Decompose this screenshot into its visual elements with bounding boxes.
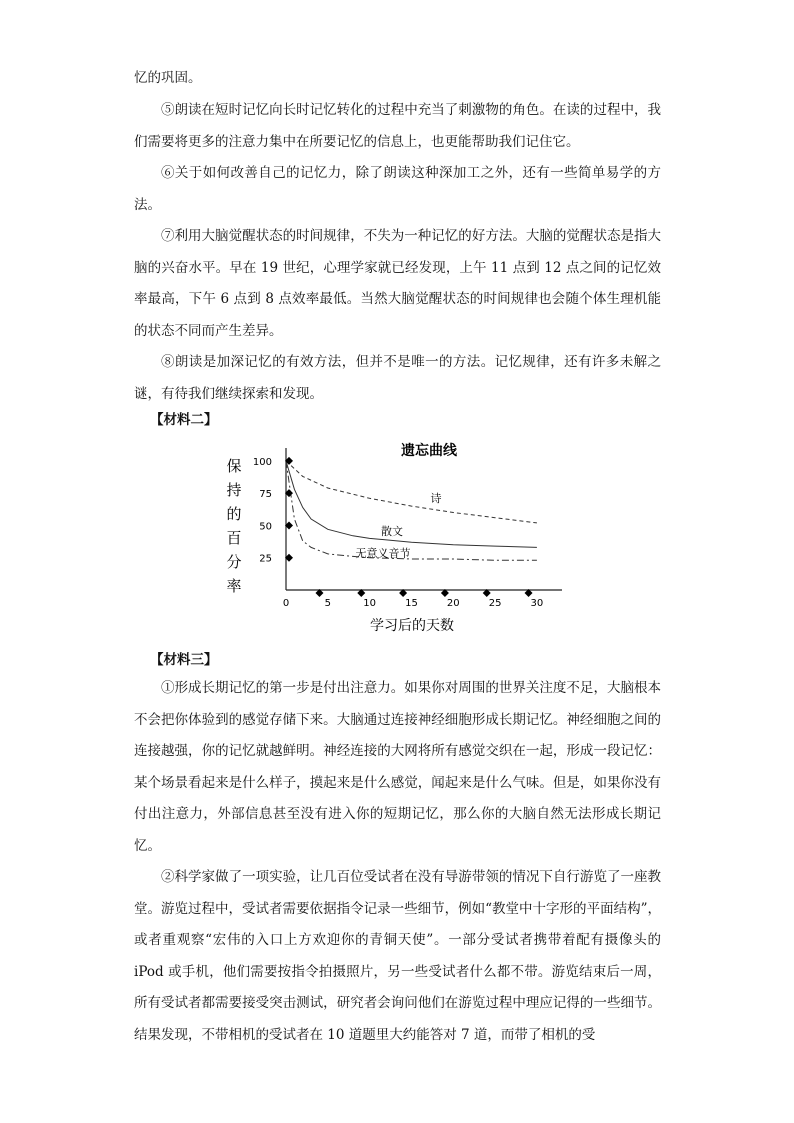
x-tick-label: 5 [324, 598, 332, 609]
paragraph-m3-2: ②科学家做了一项实验，让几百位受试者在没有导游带领的情况下自行游览了一座教堂。游览过程中，受试者需要依据指令记录一些细节，例如“教堂中十字形的平面结构”，或者重观察“宏伟的入口上方欢迎你的青铜天使”。一部分受试者携带着配有摄像头的 iPod 或手机，他们需要按指令拍摄照片，另一些受试者什么都不带。游览结束后一周，所有受试者都需要接受突击测试，研究者会询问他们在游览过程中理应记得的一些细节。结果发现，不带相机的受试者在 10 道题里大约能答对 7 道，而带了相机的受 [134, 869, 661, 1043]
series-line-2 [286, 461, 537, 560]
chart-y-label-char: 保 [226, 457, 242, 475]
y-tick-label: 25 [259, 553, 272, 565]
x-tick-label: 0 [282, 598, 290, 609]
paragraph-continuation: 忆的巩固。 [134, 70, 202, 86]
chart-x-axis-label: 学习后的天数 [370, 618, 454, 634]
material-2-label: 【材料二】 [150, 412, 218, 428]
series-line-1 [286, 461, 537, 548]
x-tick-label: 25 [488, 598, 502, 609]
series-label-nonsense-syllables: 无意义音节 [355, 547, 411, 560]
x-tick-label: 15 [405, 598, 418, 609]
series-line-0 [286, 461, 537, 523]
x-tick-label: 10 [363, 598, 377, 609]
x-tick-label: 20 [446, 598, 460, 609]
paragraph-6: ⑥关于如何改善自己的记忆力，除了朗读这种深加工之外，还有一些简单易学的方法。 [134, 165, 661, 213]
y-tick-label: 50 [259, 521, 272, 533]
paragraph-5: ⑤朗读在短时记忆向长时记忆转化的过程中充当了刺激物的角色。在读的过程中，我们需要将更多的注意力集中在所要记忆的信息上，也更能帮助我们记住它。 [134, 102, 661, 150]
paragraph-8: ⑧朗读是加深记忆的有效方法，但并不是唯一的方法。记忆规律，还有许多未解之谜，有待我们继续探索和发现。 [134, 354, 661, 402]
series-label-poem: 诗 [430, 492, 442, 505]
chart-y-label-char: 分 [226, 553, 242, 571]
forgetting-curve-chart [224, 428, 584, 643]
material-3-label: 【材料三】 [150, 652, 218, 668]
chart-y-label-char: 百 [226, 529, 242, 547]
chart-y-axis-label [226, 457, 241, 595]
y-tick-label: 100 [252, 456, 272, 468]
paragraph-m3-1: ①形成长期记忆的第一步是付出注意力。如果你对周围的世界关注度不足，大脑根本不会把你体验到的感觉存储下来。大脑通过连接神经细胞形成长期记忆。神经细胞之间的连接越强，你的记忆就越鲜明。神经连接的大网将所有感觉交织在一起，形成一段记忆：某个场景看起来是什么样子，摸起来是什么感觉，闻起来是什么气味。但是，如果你没有付出注意力，外部信息甚至没有进入你的短期记忆，那么你的大脑自然无法形成长期记忆。 [134, 680, 661, 854]
y-tick-label: 75 [259, 489, 272, 501]
chart-title: 遗忘曲线 [401, 443, 457, 459]
series-label-prose: 散文 [381, 525, 403, 538]
chart-y-label-char: 率 [226, 577, 242, 595]
paragraph-7: ⑦利用大脑觉醒状态的时间规律，不失为一种记忆的好方法。大脑的觉醒状态是指大脑的兴奋水平。早在 19 世纪，心理学家就已经发现，上午 11 点到 12 点之间的记忆效率最高，下午 6 点到 8 点效率最低。当然大脑觉醒状态的时间规律也会随个体生理机能的状态不同而产生差异。 [134, 228, 661, 339]
chart-y-label-char: 持 [226, 481, 242, 499]
x-tick-label: 30 [530, 598, 544, 609]
chart-y-label-char: 的 [226, 505, 242, 523]
